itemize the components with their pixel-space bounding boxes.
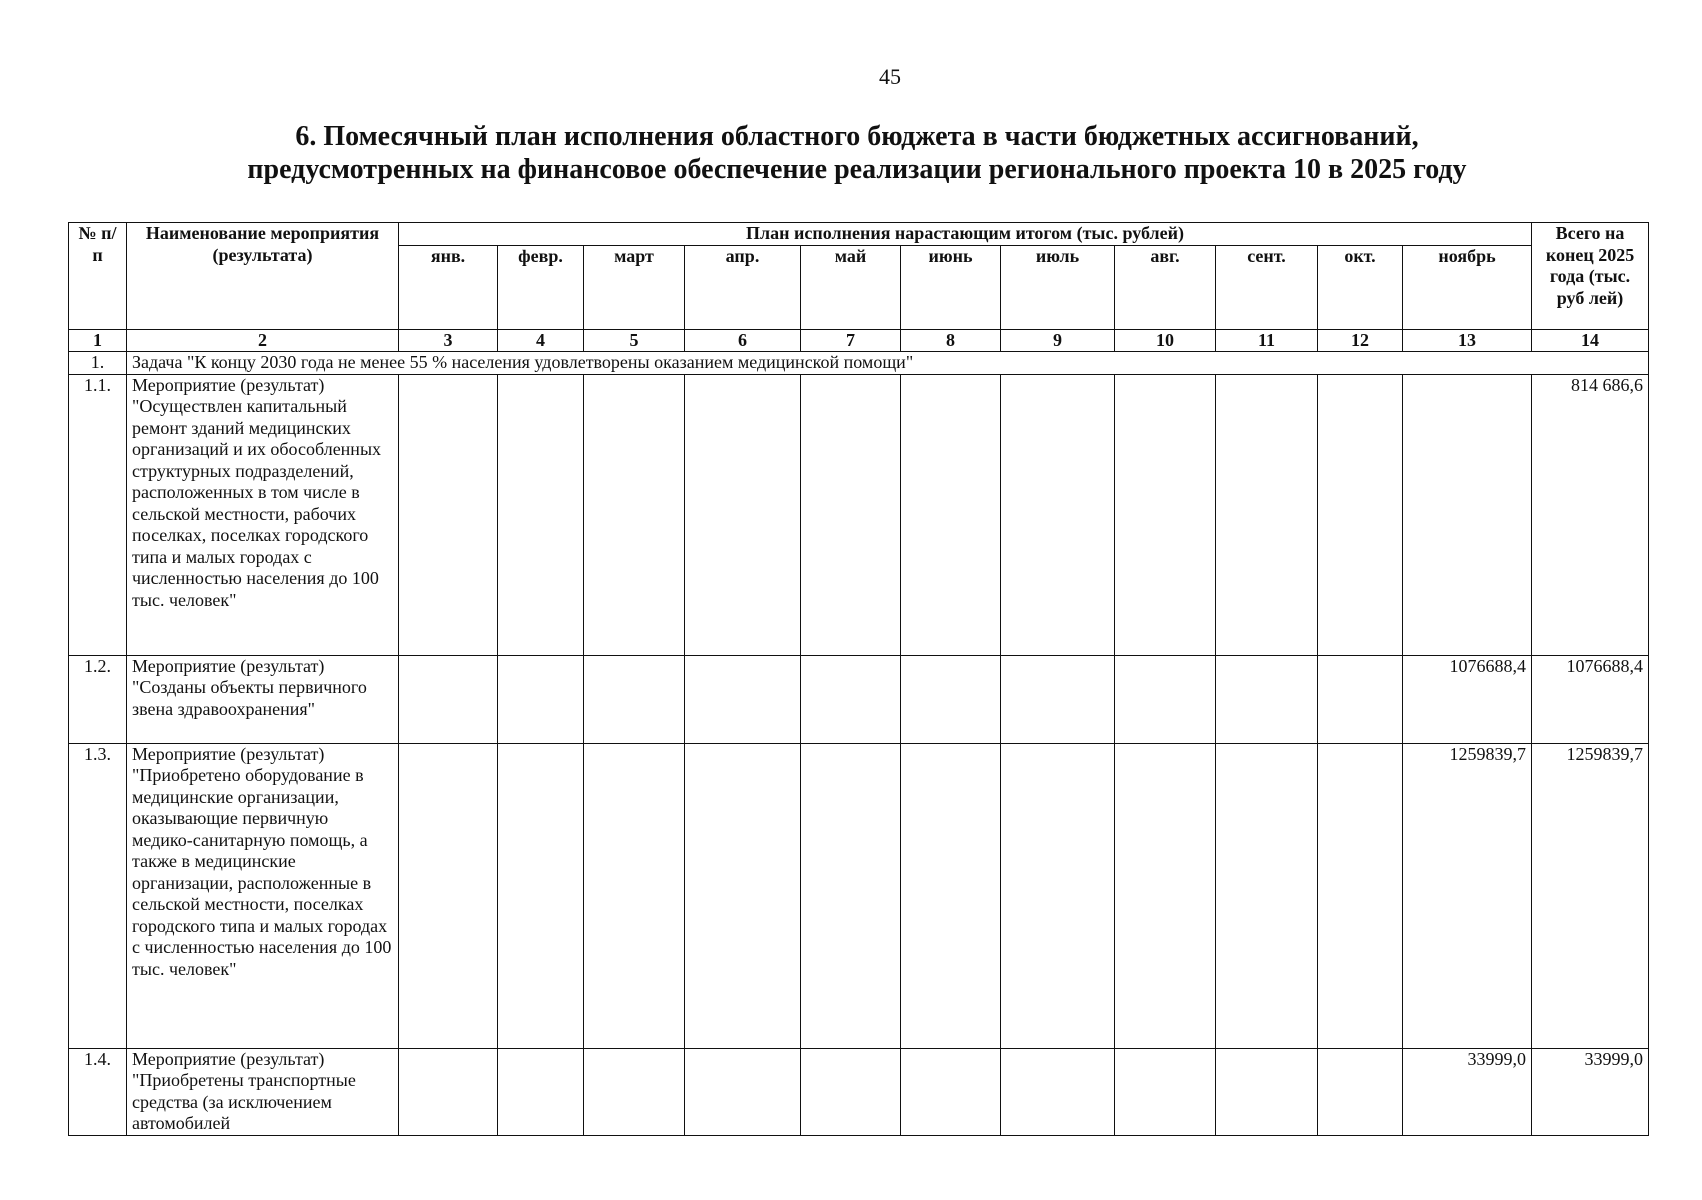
column-number: 6	[685, 329, 801, 352]
month-cell	[1001, 655, 1115, 743]
month-cell	[901, 743, 1001, 1048]
header-month: февр.	[498, 245, 584, 329]
month-cell	[1318, 655, 1403, 743]
row-name: Мероприятие (результат) "Приобретено оборудование в медицинские организации, оказывающие первичную медико-санитарную помощь, а также в медицинские организации, расположенные в сельской местности, поселках городского типа и малых городах с численностью населения до 100 тыс. человек"	[127, 743, 399, 1048]
month-cell	[801, 743, 901, 1048]
month-cell	[498, 1048, 584, 1135]
header-month: июль	[1001, 245, 1115, 329]
task-num: 1.	[69, 352, 127, 375]
column-number: 8	[901, 329, 1001, 352]
header-month: март	[584, 245, 685, 329]
table-row	[69, 1048, 1649, 1135]
header-month: апр.	[685, 245, 801, 329]
month-cell	[685, 374, 801, 655]
header-row-top	[69, 223, 1649, 246]
november-value	[1403, 374, 1532, 655]
month-cell	[399, 743, 498, 1048]
header-month: сент.	[1216, 245, 1318, 329]
month-cell	[399, 1048, 498, 1135]
row-name: Мероприятие (результат) "Созданы объекты первичного звена здравоохранения"	[127, 655, 399, 743]
column-number: 9	[1001, 329, 1115, 352]
header-num: № п/п	[69, 223, 127, 330]
month-cell	[801, 1048, 901, 1135]
header-month: авг.	[1115, 245, 1216, 329]
month-cell	[399, 374, 498, 655]
month-cell	[1115, 1048, 1216, 1135]
header-month: июнь	[901, 245, 1001, 329]
column-number: 10	[1115, 329, 1216, 352]
month-cell	[901, 655, 1001, 743]
month-cell	[1115, 374, 1216, 655]
title-line-1: 6. Помесячный план исполнения областного бюджета в части бюджетных ассигнований,	[295, 121, 1419, 152]
header-month: ноябрь	[1403, 245, 1532, 329]
month-cell	[1001, 1048, 1115, 1135]
total-value: 33999,0	[1532, 1048, 1649, 1135]
column-number: 3	[399, 329, 498, 352]
month-cell	[1216, 743, 1318, 1048]
page-number: 45	[879, 64, 901, 89]
total-value: 1076688,4	[1532, 655, 1649, 743]
budget-plan-table	[68, 222, 1649, 1136]
row-num: 1.3.	[69, 743, 127, 1048]
month-cell	[1216, 374, 1318, 655]
total-value: 1259839,7	[1532, 743, 1649, 1048]
task-text: Задача "К концу 2030 года не менее 55 % населения удовлетворены оказанием медицинской помощи"	[127, 352, 1649, 375]
column-number: 5	[584, 329, 685, 352]
november-value: 1076688,4	[1403, 655, 1532, 743]
header-month: янв.	[399, 245, 498, 329]
row-name: Мероприятие (результат) "Осуществлен капитальный ремонт зданий медицинских организаций и их обособленных структурных подразделений, расположенных в том числе в сельской местности, рабочих поселках, поселках городского типа и малых городах с численностью населения до 100 тыс. человек"	[127, 374, 399, 655]
row-name: Мероприятие (результат) "Приобретены транспортные средства (за исключением автомобилей	[127, 1048, 399, 1135]
table-row	[69, 743, 1649, 1048]
month-cell	[901, 374, 1001, 655]
month-cell	[584, 743, 685, 1048]
month-cell	[1216, 655, 1318, 743]
month-cell	[1318, 374, 1403, 655]
month-cell	[1115, 655, 1216, 743]
month-cell	[498, 655, 584, 743]
month-cell	[584, 374, 685, 655]
month-cell	[1001, 743, 1115, 1048]
month-cell	[1318, 1048, 1403, 1135]
task-row	[69, 352, 1649, 375]
month-cell	[1001, 374, 1115, 655]
column-number: 11	[1216, 329, 1318, 352]
header-total: Всего на конец 2025 года (тыс. руб лей)	[1532, 223, 1649, 330]
month-cell	[801, 655, 901, 743]
month-cell	[1318, 743, 1403, 1048]
november-value: 1259839,7	[1403, 743, 1532, 1048]
row-num: 1.2.	[69, 655, 127, 743]
month-cell	[685, 655, 801, 743]
column-number: 4	[498, 329, 584, 352]
row-num: 1.1.	[69, 374, 127, 655]
month-cell	[801, 374, 901, 655]
column-number: 14	[1532, 329, 1649, 352]
month-cell	[584, 1048, 685, 1135]
column-number: 13	[1403, 329, 1532, 352]
column-number: 7	[801, 329, 901, 352]
month-cell	[685, 1048, 801, 1135]
month-cell	[584, 655, 685, 743]
month-cell	[498, 743, 584, 1048]
header-name: Наименование мероприятия (результата)	[127, 223, 399, 330]
header-month: май	[801, 245, 901, 329]
header-plan: План исполнения нарастающим итогом (тыс. рублей)	[399, 223, 1532, 246]
row-num: 1.4.	[69, 1048, 127, 1135]
month-cell	[498, 374, 584, 655]
month-cell	[399, 655, 498, 743]
month-cell	[901, 1048, 1001, 1135]
column-number: 1	[69, 329, 127, 352]
month-cell	[1216, 1048, 1318, 1135]
november-value: 33999,0	[1403, 1048, 1532, 1135]
month-cell	[1115, 743, 1216, 1048]
total-value: 814 686,6	[1532, 374, 1649, 655]
document-title	[0, 120, 1702, 186]
title-line-2: предусмотренных на финансовое обеспечение реализации регионального проекта 10 в 2025 году	[247, 154, 1467, 185]
table-row	[69, 655, 1649, 743]
table-row	[69, 374, 1649, 655]
column-number-row	[69, 329, 1649, 352]
column-number: 12	[1318, 329, 1403, 352]
month-cell	[685, 743, 801, 1048]
header-month: окт.	[1318, 245, 1403, 329]
column-number: 2	[127, 329, 399, 352]
